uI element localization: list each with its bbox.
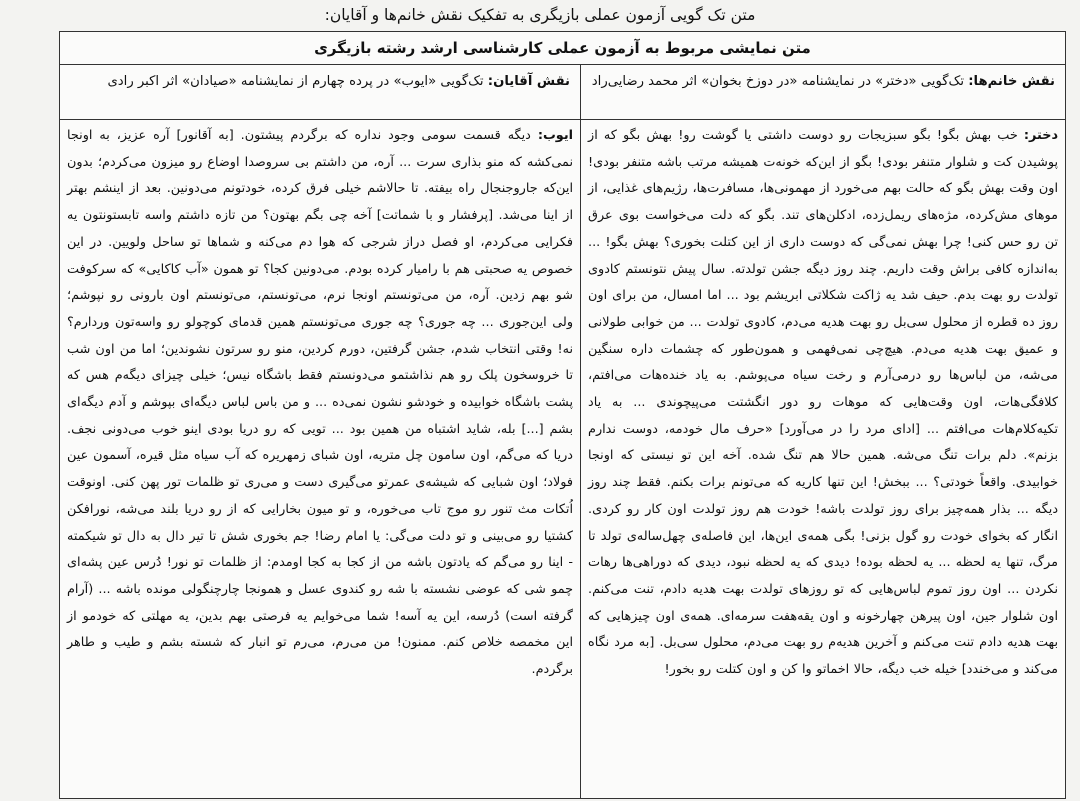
document-title: متن تک گویی آزمون عملی بازیگری به تفکیک نقش خانم‌ها و آقایان: <box>324 6 756 24</box>
men-monologue-cell <box>60 120 581 799</box>
women-role-cell <box>581 65 1066 120</box>
men-role-description: تک‌گویی «ایوب» در پرده چهارم از نمایشنامه «صیادان» اثر اکبر رادی <box>107 74 484 89</box>
women-role-heading <box>581 65 1065 94</box>
table-header: متن نمایشی مربوط به آزمون عملی کارشناسی ارشد رشته بازیگری <box>60 32 1066 65</box>
women-role-label: نقش خانم‌ها: <box>968 74 1056 89</box>
men-monologue <box>60 120 580 684</box>
women-speaker: دختر: <box>1023 128 1059 143</box>
women-role-description: تک‌گویی «دختر» در نمایشنامه «در دوزخ بخوان» اثر محمد رضایی‌راد <box>591 74 965 89</box>
women-monologue-text: خب بهش بگو! بگو سبزیجات رو دوست داشتی یا گوشت رو! بهش بگو که از پوشیدن کت و شلوار متنفر بودی! بگو از این‌که خونه‌ت همیشه مرتب باشه متنفر بودی! اون وقت بهش بگو که حالت بهم می‌خورد از مهمونی‌ها، مسافرت‌ها، رژیم‌های غذایی، از موهای مش‌کرده، مژه‌های ریمل‌زده، ادکلن‌های تند. بگو که دلت می‌خواست بوی عرق تن رو حس کنی! چرا بهش نمی‌گی که دوست داری از این کتلت بخوری؟ بهش بگو! ... به‌اندازه کافی براش وقت داریم. چند روز دیگه جشن تولدته. سال پیش نتونستم کادوی تولدت رو بهت بدم. حیف شد یه ژاکت شکلاتی ابریشم بود ... اما امسال، من برای اون روز ده قطره از محلول سی‌بل رو بهت هدیه می‌دم، کادوی تولدت ... من خوابی طولانی و عمیق بهت هدیه می‌دم. هیچ‌چی نمی‌فهمی و همون‌طور که چشمات داره سنگین می‌شه، من لباس‌ها رو درمی‌آرم و رخت سیاه می‌پوشم. به یاد خنده‌هات می‌افتم، کلافگی‌هات، اون وقت‌هایی که موهات رو دور انگشتت می‌پیچوندی ... به یاد تکیه‌کلام‌هات می‌افتم ... [ادای مرد را در می‌آورد] «حرف مال خودمه، دوست ندارم بزنم». دلم برات تنگ می‌شه. همین حالا هم تنگ شده. آخه این تو نیستی که اونجا خوابیدی. واقعاً خودتی؟ ... ببخش! این تنها کاریه که می‌تونم برات بکنم. فقط چند روز دیگه ... بذار همه‌چیز برای روز تولدت باشه! خودت هم روز تولدت اون کار رو کردی. انگار که بخوای خودت رو گول بزنی! بگی همه‌ی این‌ها، این فاصله‌ی چهل‌ساله‌ی تولد تا مرگ، تنها یه لحظه ... یه لحظه بوده! دیدی که یه لحظه نبود، دیدی که دوراهی‌ها رهات نکردن ... اون روز تموم لباس‌هایی که تو روزهای تولدت بهت هدیه دادم، تنت می‌کنم. اون شلوار جین، اون پیرهن چهارخونه و اون یقه‌هفت سرمه‌ای. همه‌ی اون چیزهایی که بهت هدیه دادم تنت می‌کنم و آخرین هدیه‌م رو بهت می‌دم، محلول سی‌بل. [به مرد نگاه می‌کند و می‌خندد] خیله خب دیگه، حالا اخماتو وا کن و اون کتلت رو بخور! <box>588 128 1059 678</box>
women-monologue-cell <box>581 120 1066 799</box>
men-role-label: نقش آقایان: <box>487 74 571 89</box>
men-role-cell <box>60 65 581 120</box>
monologue-table <box>59 31 1066 799</box>
men-role-heading <box>60 65 580 94</box>
men-speaker: ایوب: <box>537 128 574 143</box>
men-monologue-text: دیگه قسمت سومی وجود نداره که برگردم پیشتون. [به آقانور] آره عزیز، به اونجا نمی‌کشه که منو بذاری سرت ... آره، من داشتم بی سروصدا اوضاع رو میزون می‌کردم؛ بدون این‌که جاروجنجال راه بیفته. تا حالاشم خیلی فرق کرده، خودتونم می‌دونین. بعد از اینشم بهتر از اینا می‌شد. [پرفشار و با شماتت] آخه چی بگم بهتون؟ من تازه داشتم واسه تابستونتون یه فکرایی می‌کردم، او فصل دراز شرجی که هوا دم می‌کنه و شماها تو ساحل ولویین. در این خصوص یه صحبتی هم با رامیار کرده بودم. می‌دونین کجا؟ تو همون «آب کاکایی» که سرکوفت شو بهم زدین. آره، من می‌تونستم اونجا نرم، می‌تونستم، می‌تونستم اون بارونی رو نپوشم؛ ولی این‌جوری ... چه جوری؟ چه جوری می‌تونستم همین قدمای کوچولو رو واسه‌تون وردارم؟ نه! وقتی انتخاب شدم، جشن گرفتین، دورم کردین، منو رو سرتون نشوندین؛ اما من اون شب تا خروسخون پلک رو هم نذاشتمو می‌دونستم فقط باشگاه نیس؛ خیلی چیزای دیگه‌م هس که پشت باشگاه خوابیده و خودشو نشون نمی‌ده ... و من باس لباس دیگه‌ای بپوشم و آدم دیگه‌ای بشم [...] بله، شاید اشتباه من همین بود ... تویی که رو دریا بودی اینو خوب می‌دونی نجف. دریا که می‌گم، اون سامون چل متریه، اون شبای زمهریره که آب سیاه مثل قیره، آسمون عین فولاد؛ اون شبایی که شیشه‌ی عمرتو می‌گیری دست و می‌ری تو ظلمات تور پهن کنی. اونوقت اُتکات مث تنور رو موج تاب می‌خوره، و تو میون بخارایی که از رو دریا بلند می‌شه، نورافکن کشتیا رو می‌بینی و تو دلت می‌گی: یا امام رضا! جم بخوری شش تا تیر دال به دال تو شیکمته - اینا رو می‌گم که یادتون باشه من از کجا به کجا اومدم: از ظلمات تو نور! دُرس عین پشه‌ای چمو شی که عوضی نشسته با شه رو کندوی عسل و همونجا چارچنگولی مونده باشه ... (آرام گرفته است) دُرسه، این یه آسه! شما می‌خوایم یه فرصتی بهم بدین، یه مهلتی که خودمو از این مخمصه خلاص کنم. ممنون! من می‌رم، می‌رم تو انبار که شسته بشم و طیب و طاهر برگردم. <box>67 128 574 678</box>
women-monologue <box>581 120 1065 684</box>
